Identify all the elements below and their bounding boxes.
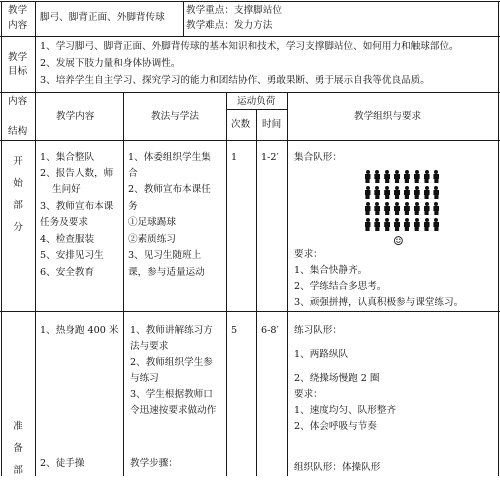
teaching-content-header: 教学内容 — [56, 111, 95, 122]
student-icon — [364, 170, 371, 183]
goal-item: 2、发展下肢力量和身体协调性。 — [40, 58, 181, 69]
goal-item: 3、培养学生自主学习、探究学习的能力和团结协作、勇敢果断、勇于展示自我等优良品质。 — [40, 75, 430, 86]
list-item: 课，参与适量运动 — [128, 267, 205, 278]
student-icon — [364, 202, 371, 215]
structure-header-bottom: 结构 — [8, 126, 28, 137]
list-item: 2、教师组织学生参 — [130, 357, 213, 368]
student-icon — [374, 186, 381, 199]
rule-top — [0, 1, 500, 2]
student-icon — [403, 218, 410, 231]
org-item: 组织队形：体操队形 — [294, 462, 381, 473]
requirements-label: 要求： — [294, 249, 323, 260]
student-icon — [433, 186, 440, 199]
teacher-smiley-icon: ☺ — [393, 234, 404, 248]
student-icon — [403, 186, 410, 199]
load-header: 运动负荷 — [237, 96, 276, 107]
org-item: 2、绕操场慢跑 2 圈 — [294, 373, 380, 384]
list-item: 1、教师讲解练习方 — [130, 325, 213, 336]
student-icon — [433, 170, 440, 183]
rule-header-bottom — [0, 36, 500, 37]
list-item: 3、见习生随班上 — [128, 250, 202, 261]
org-item: 1、两路纵队 — [294, 349, 349, 360]
student-icon — [374, 170, 381, 183]
student-icon — [403, 202, 410, 215]
student-icon — [433, 202, 440, 215]
rule-method-col — [226, 92, 227, 476]
list-item: 1、体委组织学生集 — [128, 152, 211, 163]
list-item: 3、教师宣布本课 — [40, 201, 114, 212]
rule-right — [498, 1, 499, 476]
label-content: 内容 — [8, 20, 28, 31]
student-icon — [423, 170, 430, 183]
goals-label-b: 目标 — [8, 66, 28, 77]
student-icon — [374, 202, 381, 215]
method-header: 教法与学法 — [151, 111, 199, 122]
label-teaching: 教学 — [8, 5, 28, 16]
student-icon — [413, 218, 420, 231]
student-icon — [364, 218, 371, 231]
student-icon — [384, 202, 391, 215]
student-icon — [364, 186, 371, 199]
student-icon — [394, 186, 401, 199]
requirement-item: 1、集合快静齐。 — [294, 265, 368, 276]
student-icon — [403, 170, 410, 183]
student-icon — [374, 218, 381, 231]
student-icon — [433, 218, 440, 231]
goal-item: 1、学习脚弓、脚背正面、外脚背传球的基本知识和技术，学习支撑脚站位、如何用力和触球部位。 — [40, 41, 459, 52]
student-icon — [394, 202, 401, 215]
rule-header-split — [183, 1, 184, 36]
student-icon — [413, 170, 420, 183]
student-icon — [384, 170, 391, 183]
rule-time-col — [287, 92, 288, 476]
rule-goals-bottom — [0, 92, 500, 93]
rule-times-col — [256, 109, 257, 476]
times-header: 次数 — [231, 119, 251, 130]
difficulty: 教学难点：发力方法 — [186, 20, 273, 31]
structure-header-top: 内容 — [8, 96, 28, 107]
list-item: 法与要求 — [130, 341, 169, 352]
student-icon — [423, 202, 430, 215]
goals-label-a: 教学 — [8, 52, 28, 63]
org-item: 1、速度均匀、队形整齐 — [294, 405, 397, 416]
list-item: 任务及要求 — [40, 217, 88, 228]
rule-content-col — [123, 92, 124, 476]
student-icon — [394, 170, 401, 183]
list-item: 2、徒手操 — [40, 458, 85, 469]
list-item: 1、热身跑 400 米 — [40, 325, 119, 336]
list-item: ①足球踢球 — [128, 217, 176, 228]
rule-label-col — [35, 1, 36, 476]
student-icon — [423, 186, 430, 199]
student-icon — [384, 186, 391, 199]
organization-header: 教学组织与要求 — [354, 111, 422, 122]
assembly-formation-diagram — [364, 170, 440, 234]
requirement-item: 3、顽强拼搏，认真积极参与课堂练习。 — [294, 297, 464, 308]
student-icon — [423, 218, 430, 231]
rule-start-bottom — [0, 311, 500, 312]
rule-colhead-bottom — [0, 140, 500, 141]
start-times: 1 — [231, 152, 238, 163]
key-point: 教学重点：支撑脚站位 — [186, 5, 282, 16]
list-item: 2、教师宣布本课任 — [128, 184, 211, 195]
list-item: 5、安排见习生 — [40, 250, 104, 261]
student-icon — [384, 218, 391, 231]
list-item: 务 — [128, 201, 138, 212]
list-item: 4、检查服装 — [40, 234, 95, 245]
list-item: 生问好 — [52, 184, 81, 195]
org-item: 2、体会呼吸与节奏 — [294, 421, 377, 432]
list-item: 教学步骤： — [130, 458, 178, 469]
list-item: ②素质练习 — [128, 234, 176, 245]
requirements-label: 要求： — [294, 389, 323, 400]
lesson-content: 脚弓、脚背正面、外脚背传球 — [40, 12, 165, 23]
part-label-start: 开 始 部 分 — [13, 156, 23, 233]
prep-time: 6-8′ — [261, 325, 279, 336]
list-item: 与练习 — [130, 373, 159, 384]
student-icon — [413, 202, 420, 215]
student-icon — [413, 186, 420, 199]
prep-times: 5 — [231, 325, 238, 336]
formation-title: 集合队形： — [294, 152, 342, 163]
start-time: 1-2′ — [261, 152, 279, 163]
list-item: 6、安全教育 — [40, 267, 95, 278]
rule-left — [1, 1, 2, 476]
requirement-item: 2、学练结合多思考。 — [294, 281, 387, 292]
list-item: 3、学生根据教师口 — [130, 389, 213, 400]
time-header: 时间 — [262, 119, 282, 130]
list-item: 1、集合整队 — [40, 152, 95, 163]
list-item: 合 — [128, 168, 138, 179]
practice-formation-title: 练习队形： — [294, 325, 342, 336]
list-item: 令迅速按要求做动作 — [130, 405, 217, 416]
part-label-prep: 准 备 部 — [13, 421, 23, 476]
list-item: 2、报告人数，师 — [40, 168, 114, 179]
student-icon — [394, 218, 401, 231]
